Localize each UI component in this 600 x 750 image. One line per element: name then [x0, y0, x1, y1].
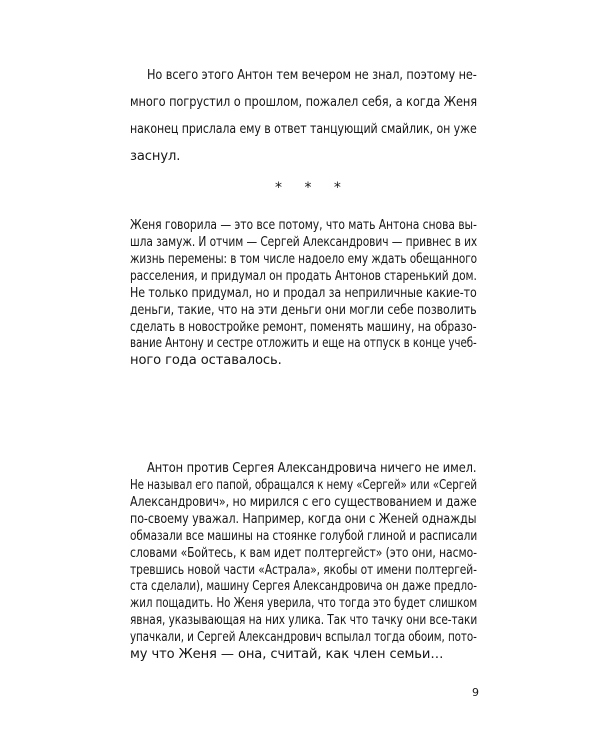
- paragraph-2-line-4: расселения, и придумал он продать Антонов старенький дом.: [130, 268, 477, 284]
- section-break: * * *: [275, 180, 350, 196]
- paragraph-1-line-1: Но всего этого Антон тем вечером не знал, поэтому не-: [147, 68, 477, 83]
- paragraph-2-line-2: шла замуж. И отчим — Сергей Александрович — привнес в их: [130, 234, 478, 250]
- paragraph-2-line-5: Не только придумал, но и продал за неприличные какие-то: [130, 285, 477, 301]
- paragraph-3-line-10: явная, указывающая на них улика. Так что тачку они все-таки: [130, 613, 478, 629]
- paragraph-3-line-1: Антон против Сергея Александровича ничего не имел.: [147, 461, 477, 476]
- paragraph-3-line-4: по-своему уважал. Например, когда они с Женей однажды: [130, 511, 477, 527]
- paragraph-2-line-8: вание Антону и сестре отложить и еще на отпуск в конце учеб-: [130, 336, 477, 352]
- page-number: 9: [472, 686, 479, 699]
- paragraph-3-line-3: Александрович», но мирился с его существованием и даже: [130, 494, 477, 510]
- paragraph-3-line-8: ста сделали), машину Сергея Александровича он даже предло-: [130, 579, 477, 595]
- paragraph-3-line-2: Не называл его папой, обращался к нему «Сергей» или «Сергей: [130, 477, 477, 493]
- paragraph-2-line-3: жизнь перемены: в том числе надоело ему ждать обещанного: [130, 251, 478, 267]
- paragraph-2-line-6: деньги, такие, что на эти деньги они могли себе позволить: [130, 302, 477, 318]
- paragraph-2-line-9: ного года оставалось.: [130, 353, 282, 369]
- paragraph-3-line-7: тревшись новой части «Астрала», якобы от имени полтергей-: [130, 562, 477, 578]
- paragraph-1-line-4: заснул.: [130, 149, 181, 164]
- paragraph-3-line-12: му что Женя — она, считай, как член семьи…: [130, 647, 444, 662]
- paragraph-3-line-6: словами «Бойтесь, к вам идет полтергейст» (это они, насмо-: [130, 545, 477, 561]
- paragraph-2-line-7: сделать в новостройке ремонт, поменять машину, на образо-: [130, 319, 477, 335]
- paragraph-1-line-3: наконец прислала ему в ответ танцующий смайлик, он уже: [130, 122, 477, 137]
- paragraph-3-line-9: жил пощадить. Но Женя уверила, что тогда это будет слишком: [130, 596, 478, 612]
- paragraph-3-line-5: обмазали все машины на стоянке голубой глиной и расписали: [130, 528, 478, 544]
- paragraph-1-line-2: много погрустил о прошлом, пожалел себя, а когда Женя: [130, 95, 478, 110]
- paragraph-3-line-11: упачкали, и Сергей Александрович вспылал тогда обоим, пото-: [130, 630, 477, 646]
- paragraph-2-line-1: Женя говорила — это все потому, что мать Антона снова вы-: [130, 218, 477, 233]
